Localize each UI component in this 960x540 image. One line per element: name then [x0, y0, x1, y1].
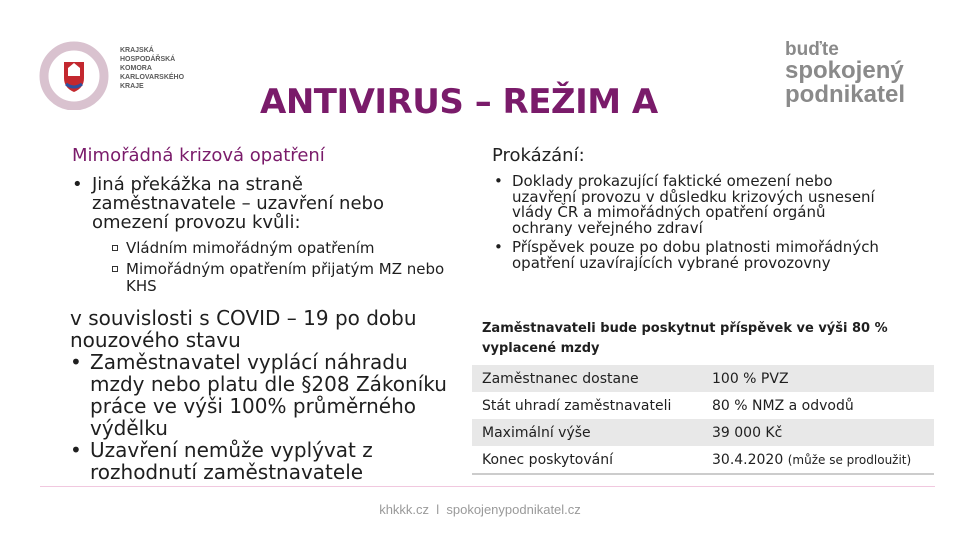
- logo-line: KOMORA: [120, 65, 152, 72]
- right-heading: Prokázání:: [492, 145, 585, 166]
- logo-line: KARLOVARSKÉHO: [120, 74, 185, 81]
- right-list-text: Příspěvek pouze po dobu platnosti mimořádných opatření uzavírajících vybrané provozovny: [512, 238, 879, 272]
- bullet-icon: •: [494, 238, 503, 256]
- table-cell-label: Maximální výše: [472, 419, 702, 446]
- table-row: [472, 446, 934, 474]
- lower-list-item: [66, 351, 466, 439]
- right-list-item: [490, 240, 890, 271]
- sub-list-text: Vládním mimořádným opatřením: [126, 239, 375, 257]
- sub-list-item: [108, 240, 448, 257]
- chamber-logo: [38, 40, 188, 110]
- chamber-name: [120, 46, 190, 91]
- table-row: [472, 419, 934, 446]
- right-list-text: Doklady prokazující faktické omezení nebo uzavření provozu v důsledku krizových usnesení vlády ČR a mimořádných opatření orgánů ochrany veřejného zdraví: [512, 172, 875, 237]
- left-lower-block: [66, 307, 466, 483]
- sub-list-text: Mimořádným opatřením přijatým MZ nebo KHS: [126, 260, 445, 295]
- table-row: [472, 392, 934, 419]
- table-cell-value: 80 % NMZ a odvodů: [712, 397, 854, 414]
- bullet-icon: •: [494, 172, 503, 190]
- bullet-icon: •: [70, 350, 82, 374]
- slogan-line-1: buďte: [785, 39, 839, 60]
- page-title: ANTIVIRUS – REŽIM A: [260, 82, 658, 122]
- table-header-row: [472, 313, 934, 365]
- lower-lead: v souvislosti s COVID – 19 po dobu nouzového stavu: [70, 306, 417, 352]
- lower-list-item: [66, 439, 466, 483]
- table-value-note: (může se prodloužit): [787, 452, 912, 467]
- logo-line: KRAJSKÁ: [120, 47, 154, 54]
- left-heading: Mimořádná krizová opatření: [72, 145, 325, 166]
- table-cell-value: 100 % PVZ: [702, 365, 934, 392]
- lower-list-text: Uzavření nemůže vyplývat z rozhodnutí zaměstnavatele: [90, 438, 373, 484]
- square-bullet-icon: [112, 245, 118, 251]
- slogan-line-2: spokojený: [785, 57, 904, 84]
- table-cell-label: Stát uhradí zaměstnavateli: [482, 397, 672, 414]
- right-list: [490, 174, 890, 271]
- table-header-cell: Zaměstnavateli bude poskytnut příspěvek ve výši 80 % vyplacené mzdy: [482, 321, 888, 356]
- bullet-icon: •: [72, 174, 83, 195]
- table-cell-label: Konec poskytování: [472, 446, 702, 474]
- table-cell-value: [702, 446, 934, 474]
- table-cell-label: Zaměstnanec dostane: [472, 365, 702, 392]
- lower-list-text: Zaměstnavatel vyplácí náhradu mzdy nebo platu dle §208 Zákoníku práce ve výši 100% průměrného výdělku: [90, 350, 447, 440]
- left-bullet: [68, 175, 428, 232]
- sub-list-item: [108, 261, 448, 295]
- logo-line: KRAJE: [120, 83, 144, 90]
- bullet-icon: •: [70, 438, 82, 462]
- footer-divider: [40, 486, 935, 487]
- table-cell-value: 39 000 Kč: [702, 419, 934, 446]
- contribution-table: [472, 313, 934, 475]
- chamber-emblem-icon: [38, 40, 118, 110]
- logo-line: HOSPODÁŘSKÁ: [120, 56, 176, 63]
- slogan-line-3: podnikatel: [785, 81, 906, 108]
- table-row: [472, 365, 934, 392]
- slogan-logo: [785, 40, 925, 107]
- footer-links: khkkk.cz l spokojenypodnikatel.cz: [379, 502, 581, 517]
- right-list-item: [490, 174, 890, 236]
- left-bullet-text: Jiná překážka na straně zaměstnavatele – uzavření nebo omezení provozu kvůli:: [92, 174, 384, 233]
- square-bullet-icon: [112, 266, 118, 272]
- table-value-text: 30.4.2020: [712, 451, 784, 468]
- left-sub-list: [108, 240, 448, 295]
